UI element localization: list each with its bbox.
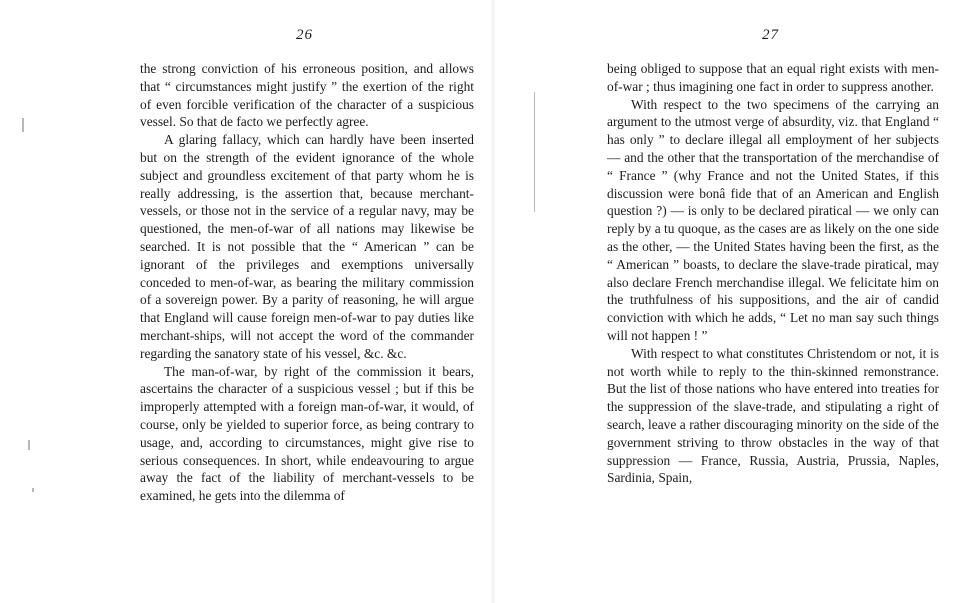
page-text (140, 60, 474, 505)
right-page (496, 0, 980, 603)
page-number: 27 (762, 27, 779, 43)
paragraph: With respect to what constitutes Christendom or not, it is not worth while to reply to the thin-skinned remonstrance. But the list of those nations who have entered into treaties for the suppression of the slave-trade, and stipulating a right of search, leave a rather discouraging minority on the side of the government striving to throw obstacles in the way of that suppression — France, Russia, Austria, Prussia, Naples, Sardinia, Spain, (607, 345, 939, 486)
margin-speck (534, 92, 535, 212)
paragraph: With respect to the two specimens of the carrying an argument to the utmost verge of absurdity, viz. that England “ has only ” to declare illegal all employment of her subjects — and the other that the transportation of the merchandise of “ France ” (why France and not the United States, if this discussion were bonâ fide that of an American and English question ?) — is only to be declared piratical — we only can reply by a tu quoque, as the cases are as likely on the one side as the other, — the United States having been the first, as the “ American ” boasts, to declare the slave-trade piratical, may also declare French merchandise illegal. We felicitate him on the truthfulness of his suppositions, and the air of candid conviction with which he adds, “ Let no man say such things will not happen ! ” (607, 96, 939, 343)
paragraph: being obliged to suppose that an equal right exists with men-of-war ; thus imagining one fact in order to suppress another. (607, 61, 939, 94)
margin-speck (32, 488, 34, 492)
margin-speck (28, 440, 30, 450)
paragraph: The man-of-war, by right of the commission it bears, ascertains the character of a suspicious vessel ; but if this be improperly attempted with a foreign man-of-war, it would, of course, only be yielded to superior force, as being contrary to usage, and, according to circumstances, might give rise to serious consequences. In short, while endeavouring to argue away the fact of the liability of merchant-vessels to be examined, he gets into the dilemma of (140, 363, 474, 504)
margin-speck (22, 118, 24, 132)
page-number: 26 (296, 27, 313, 43)
paragraph: A glaring fallacy, which can hardly have been inserted but on the strength of the evident ignorance of the whole subject and groundless excitement of that party whom he is really addressing, is the assertion that, because merchant-vessels, or those not in the service of a regular navy, may be questioned, the men-of-war of all nations may likewise be searched. It is not possible that the “ American ” can be ignorant of the privileges and exemptions universally conceded to men-of-war, as bearing the military commission of a sovereign power. By a parity of reasoning, he will argue that England will cause foreign men-of-war to pay duties like merchant-ships, will not accept the word of the commander regarding the sanatory state of his vessel, &c. &c. (140, 132, 474, 361)
page-text (607, 60, 939, 487)
paragraph: the strong conviction of his erroneous position, and allows that “ circumstances might justify ” the exertion of the right of even forcible verification of the character of a suspicious vessel. So that de facto we perfectly agree. (140, 61, 474, 130)
